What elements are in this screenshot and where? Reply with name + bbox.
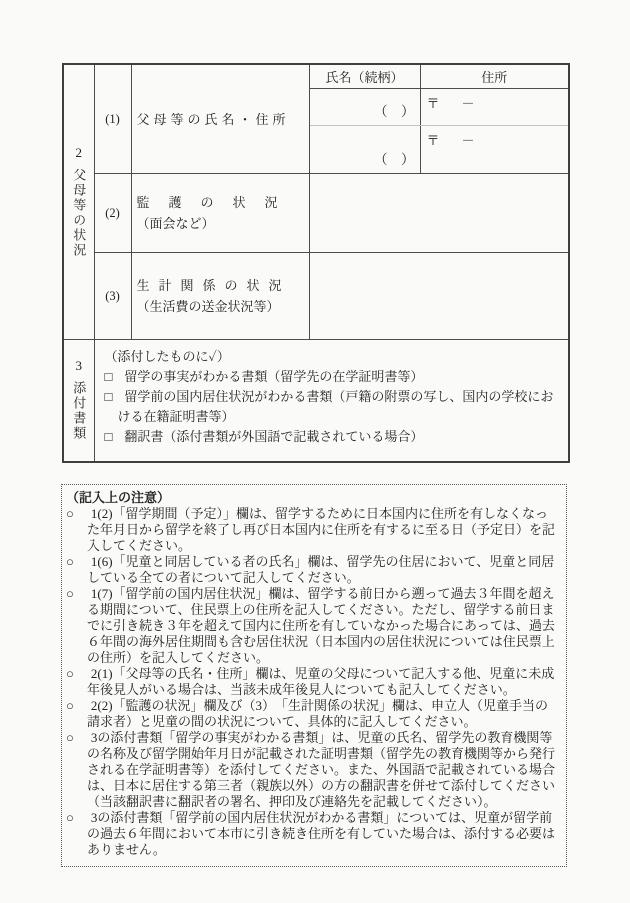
note-item — [64, 730, 558, 810]
attachment-item-label: 翻訳書（添付書類が外国語で記載されている場合） — [124, 429, 424, 444]
row1-number: (1) — [94, 64, 131, 174]
form-table — [62, 63, 570, 463]
row2-label-cell — [131, 174, 309, 253]
note-item — [64, 666, 558, 698]
postal-dash: － — [461, 96, 475, 111]
row3-label: 生計関係の状況 — [136, 278, 291, 293]
address-field-1 — [420, 89, 569, 126]
section2-cell — [63, 64, 94, 340]
circle-bullet-icon: ○ — [66, 506, 74, 521]
note-text: 3の添付書類「留学前の国内居住状況がわかる書類」については、児童が留学前の過去６年間において本市に引き続き住所を有していた場合は、添付する必要はありません。 — [87, 810, 556, 857]
postal-dash: － — [461, 133, 475, 148]
attachment-item — [103, 427, 561, 447]
checkbox-icon: □ — [104, 389, 113, 404]
note-text: 1(2)「留学期間（予定）」欄は、留学するために日本国内に住所を有しなくなった年月日から留学を終了し再び日本国内に住所を有するに至る日（予定日）を記入してください。 — [87, 506, 556, 553]
row2-label: 監護の状況 — [136, 195, 297, 210]
section2-title: 父母等の状況 — [71, 168, 87, 258]
row3-number: (3) — [94, 253, 131, 340]
attachment-item — [103, 367, 561, 387]
relation-field-1: （ ） — [309, 89, 420, 126]
address-field-2 — [420, 126, 569, 174]
checkbox-icon: □ — [104, 369, 113, 384]
checkbox-icon: □ — [104, 429, 113, 444]
note-text: 1(6)「児童と同居している者の氏名」欄は、留学先の住居において、児童と同居している全ての者について記入してください。 — [87, 554, 555, 585]
address-header-cell: 住所 — [420, 64, 569, 89]
row2-sublabel: （面会など） — [136, 216, 215, 231]
row1-label: 父母等の氏名・住所 — [136, 111, 290, 127]
note-item — [64, 506, 558, 554]
note-text: 3の添付書類「留学の事実がわかる書類」は、児童の氏名、留学先の教育機関等の名称及び留学開始年月日が記載された証明書類（留学先の教育機関等から発行される在学証明書等）を添付してください。また、外国語で記載されている場合は、日本に居住する第三者（親族以外）の方の翻訳書を併せて添付してください（当該翻訳書に翻訳者の署名、押印及び連絡先を記載してください）。 — [87, 730, 556, 809]
section2-number: 2 — [75, 145, 82, 160]
attachment-item — [103, 387, 561, 427]
note-item — [64, 698, 558, 730]
note-text: 2(2)「監護の状況」欄及び（3） 「生計関係の状況」欄は、申立人（児童手当の請求者）と児童の間の状況について、具体的に記入してください。 — [87, 698, 549, 729]
row1-label-cell — [131, 64, 309, 174]
note-text: 2(1)「父母等の氏名・住所」欄は、児童の父母について記入する他、児童に未成年後見人がいる場合は、当該未成年後見人についても記入してください。 — [87, 666, 555, 697]
attachment-item-label: 留学の事実がわかる書類（留学先の在学証明書等） — [124, 369, 424, 384]
note-text: 1(7)「留学前の国内居住状況」欄は、留学する前日から遡って過去３年間を超える期間について、住民票上の住所を記入してください。ただし、留学する前日までに引き続き３年を超えて国内に住所を有していなかった場合にあっては、過去６年間の海外居住期間も含む居住状況（日本国内の居住状況については住民票上の住所）を記入してください。 — [87, 586, 555, 665]
note-item — [64, 810, 558, 858]
row3-sublabel: （生活費の送金状況等） — [136, 299, 280, 314]
circle-bullet-icon: ○ — [66, 666, 74, 681]
notes-box — [61, 484, 567, 867]
section3-number: 3 — [75, 358, 82, 374]
care-status-blank-field — [309, 174, 569, 253]
postal-mark: 〒 — [426, 133, 440, 148]
attachment-item-label: 留学前の国内居住状況がわかる書類（戸籍の附票の写し、国内の学校における在籍証明書等） — [117, 389, 554, 424]
circle-bullet-icon: ○ — [66, 810, 74, 825]
row2-number: (2) — [94, 174, 131, 253]
section3-title: 添付書類 — [71, 381, 87, 442]
attachment-section — [94, 340, 569, 462]
row3-label-cell — [131, 253, 309, 340]
note-item — [64, 586, 558, 666]
livelihood-blank-field — [309, 253, 569, 340]
name-header-cell: 氏名（続柄） — [309, 64, 420, 89]
relation-field-2: （ ） — [309, 126, 420, 174]
circle-bullet-icon: ○ — [66, 698, 74, 713]
attachment-intro: （添付したものに✓） — [104, 349, 230, 364]
section3-cell — [63, 340, 94, 462]
circle-bullet-icon: ○ — [66, 554, 74, 569]
note-item — [64, 554, 558, 586]
section2-vertical-label — [64, 146, 94, 258]
section3-vertical-label — [64, 359, 94, 441]
circle-bullet-icon: ○ — [66, 586, 74, 601]
notes-title: （記入上の注意） — [66, 490, 171, 505]
postal-mark: 〒 — [426, 96, 440, 111]
circle-bullet-icon: ○ — [66, 730, 74, 745]
